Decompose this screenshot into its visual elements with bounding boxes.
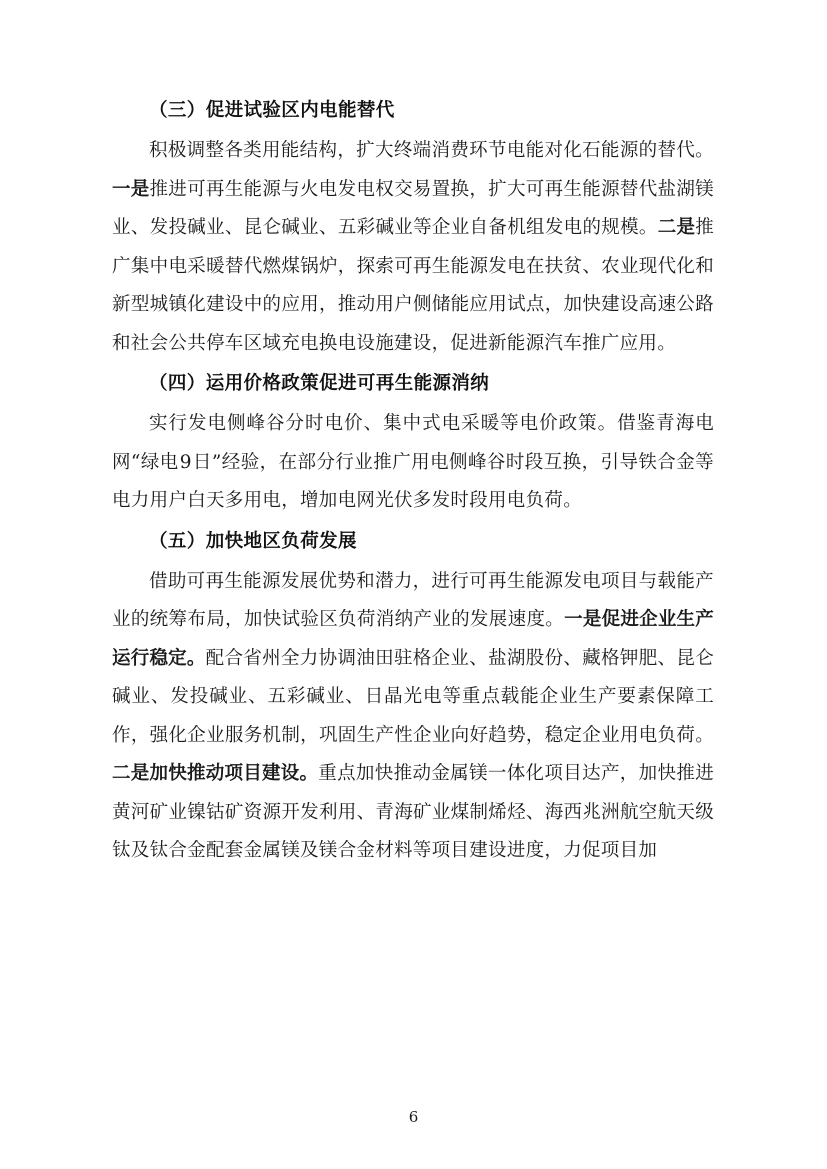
text-run: 配合省州全力协调油田驻格企业、盐湖股份、藏格钾肥、昆仑碱业、发投碱业、五彩碱业、日晶光电等重点载能企业生产要素保障工作，强化企业服务机制，巩固生产性企业向好趋势，稳定企业用电负荷。 — [112, 647, 714, 746]
section-three-paragraph — [112, 132, 714, 363]
section-heading-four: （四）运用价格政策促进可再生能源消纳 — [149, 373, 490, 394]
emphasis-run: 二是加快推动项目建设。 — [112, 763, 319, 784]
document-body — [112, 92, 714, 871]
emphasis-run: 一是 — [112, 178, 150, 200]
section-five-paragraph — [112, 563, 714, 871]
text-run: 实行发电侧峰谷分时电价、集中式电采暖等电价政策。借鉴青海电网“绿电 — [112, 413, 714, 473]
emphasis-run: 一是促进企业生产运行稳定。 — [112, 609, 714, 669]
emphasis-run: 二是 — [657, 217, 696, 238]
section-heading-three: （三）促进试验区内电能替代 — [149, 100, 395, 121]
section-four-paragraph — [112, 405, 714, 521]
text-run: 推进可再生能源与火电发电权交易置换，扩大可再生能源替代盐湖镁业、发投碱业、昆仑碱业、五彩碱业等企业自备机组发电的规模。 — [112, 178, 714, 238]
text-run: 借助可再生能源发展优势和潜力，进行可再生能源发电项目与载能产业的统筹布局，加快试验区负荷消纳产业的发展速度。 — [112, 570, 714, 630]
text-run: 积极调整各类用能结构，扩大终端消费环节电能对化石能源的替代。 — [149, 140, 714, 161]
text-run: 重点加快推动金属镁一体化项目达产，加快推进黄河矿业镍钴矿资源开发利用、青海矿业煤制烯烃、海西兆洲航空航天级钛及钛合金配套金属镁及镁合金材料等项目建设进度，力促项目加 — [112, 763, 714, 861]
numeric-run: 9 — [179, 451, 192, 473]
text-run: 日”经验，在部分行业推广用电侧峰谷时段互换，引导铁合金等电力用户白天多用电，增加电网光伏多发时段用电负荷。 — [112, 451, 714, 511]
text-run: 推广集中电采暖替代燃煤锅炉，探索可再生能源发电在扶贫、农业现代化和新型城镇化建设中的应用，推动用户侧储能应用试点，加快建设高速公路和社会公共停车区域充电换电设施建设，促进新能源汽车推广应用。 — [112, 217, 715, 354]
page-number: 6 — [408, 1108, 419, 1126]
section-heading-five: （五）加快地区负荷发展 — [149, 530, 357, 552]
